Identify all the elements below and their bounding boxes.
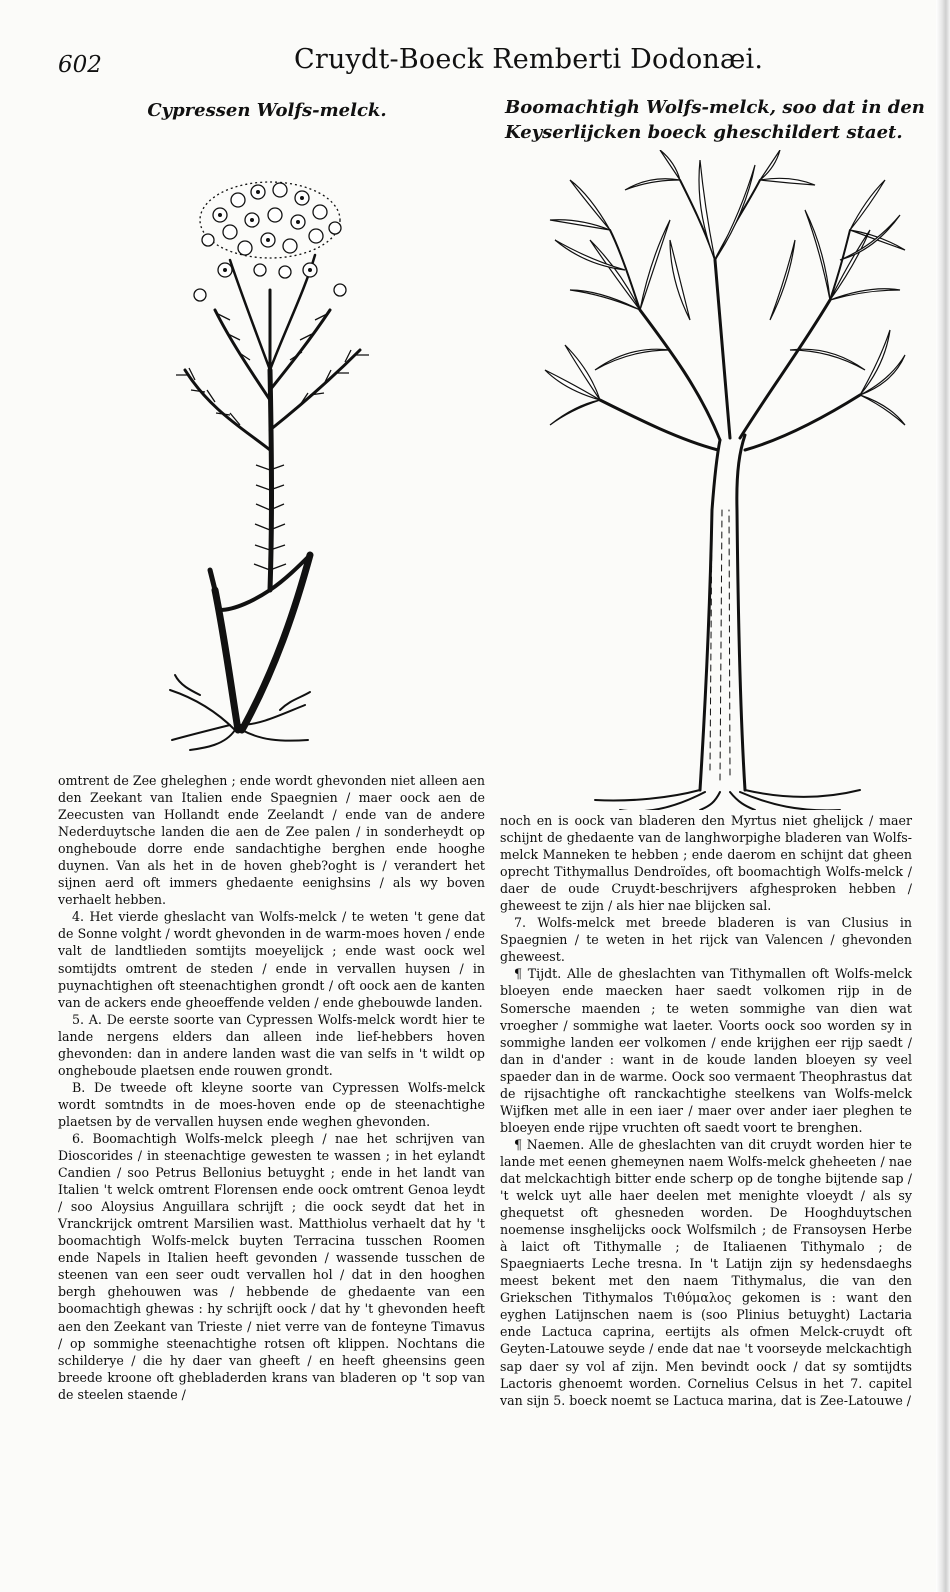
page-number: 602: [58, 52, 102, 78]
right-paragraph: noch en is oock van bladeren den Myrtus niet ghelijck / maer schijnt de ghedaente van de langhworpighe bladeren van Wolfs-melck Manneken te hebben ; ende daerom en schijnt dat gheen oprecht Tithymallus Dendroïdes, oft boomachtigh Wolfs-melck / daer de oude Cruydt-beschrijvers afghesproken hebben / gheweest te zijn / als hier nae blijcken sal.: [500, 813, 912, 914]
left-paragraph: B. De tweede oft kleyne soorte van Cypressen Wolfs-melck wordt somtndts in de moes-hoven ende op de steenachtighe plaetsen by de vervallen huysen ende weghen ghevonden.: [58, 1079, 485, 1129]
right-text-column: [500, 812, 912, 1409]
right-figure-caption: [505, 95, 925, 145]
tree-spurge-woodcut: [540, 150, 910, 810]
right-caption-line-2: Keyserlijcken boeck gheschildert staet.: [505, 122, 903, 143]
scan-page-edge: [936, 0, 950, 1592]
right-paragraph: ¶ Tijdt. Alle de gheslachten van Tithymallen oft Wolfs-melck bloeyen ende maecken haer saedt volkomen rijp in de Somersche maenden ; te weten sommighe van dien wat vroegher / sommighe wat laeter. Voorts oock soo worden sy in sommighe landen eer volkomen / ende krijghen eer rijp saedt / dan in d'ander : want in de koude landen bloeyen sy veel spaeder dan in de warme. Oock soo vermaent Theophrastus dat de rijsachtighe oft ranckachtighe steelkens van Wolfs-melck Wijfken met alle in een iaer / maer over ander iaer pleghen te bloeyen ende rijpe vruchten oft saedt voort te brenghen.: [500, 966, 912, 1135]
cypress-spurge-woodcut: [130, 170, 420, 760]
left-paragraph: 4. Het vierde gheslacht van Wolfs-melck / te weten 't gene dat de Sonne volght / wordt ghevonden in de warm-moes hoven / ende valt de landtlieden somtijts moeyelijck ; ende wast oock wel somtijdts omtrent de steden / ende in vervallen huysen / in puynachtighen oft steenachtighen grondt / oft oock aen de kanten van de ackers ende gheoeffende velden / ende ghebouwde landen.: [58, 909, 485, 1010]
left-figure-caption: Cypressen Wolfs-melck.: [147, 100, 387, 121]
right-caption-line-1: Boomachtigh Wolfs-melck, soo dat in den: [505, 97, 925, 118]
left-paragraph: 6. Boomachtigh Wolfs-melck pleegh / nae het schrijven van Dioscorides / in steenachtige gewesten te wassen ; in het eylandt Candien / soo Petrus Bellonius betuyght ; ende in het landt van Italien 't welck omtrent Florensen ende oock omtrent Genoa leydt / soo Aloysius Anguillara schrijft ; die oock seydt dat het in Vranckrijck omtrent Marsilien wast. Matthiolus verhaelt dat hy 't boomachtigh Wolfs-melck buyten Terracina tusschen Roomen ende Napels in Italien heeft gevonden / wassende tusschen de steenen van een seer oudt vervallen hol / dat in den hooghen bergh ghehouwen was / hebbende de ghedaente van een boomachtigh ghewas : hy schrijft oock / dat hy 't ghevonden heeft aen den Zeekant van Trieste / niet verre van de fonteyne Timavus / op sommighe steenachtighe rotsen oft klippen. Nochtans die schilderye / die hy daer van gheeft / en heeft gheensins geen breede kroone oft ghebladerden krans van bladeren op 't sop van de steelen staende /: [58, 1130, 485, 1402]
right-paragraph: 7. Wolfs-melck met breede bladeren is van Clusius in Spaegnien / te weten in het rijck van Valencen / ghevonden gheweest.: [500, 915, 912, 965]
left-paragraph: 5. A. De eerste soorte van Cypressen Wolfs-melck wordt hier te lande nergens elders dan alleen inde lief-hebbers hoven ghevonden: dan in andere landen wast die van selfs in 't wildt op ongheboude plaetsen ende rouwen grondt.: [58, 1011, 485, 1078]
left-paragraph: omtrent de Zee gheleghen ; ende wordt ghevonden niet alleen aen den Zeekant van Italien ende Spaegnien / maer oock aen de Zeecusten van Hollandt ende Zeelandt / ende van de andere Nederduytsche landen die aen de Zee palen / in sonderheydt op ongheboude dorre ende sandachtighe berghen ende hooghe duynen. Van als het in de hoven gheb?oght is / verandert het sijnen aerd oft immers ghedaente eenighsins / als wy boven verhaelt hebben.: [58, 773, 485, 908]
right-paragraph: ¶ Naemen. Alle de gheslachten van dit cruydt worden hier te lande met eenen ghemeynen naem Wolfs-melck gheheeten / nae dat melckachtigh bitter ende scherp op de tonghe bijtende sap / 't welck uyt alle haer deelen met menighte vloeydt / als sy ghequetst oft ghesneden worden. De Hooghduytschen noemense insghelijcks oock Wolfsmilch ; de Fransoysen Herbe à laict oft Tithymalle ; de Italiaenen Tithymalo ; de Spaegniaerts Leche tresna. In 't Latijn zijn sy hedensdaeghs meest bekent met den naem Tithymalus, die van den Griekschen Tithymalos Τιθύμαλος gekomen is : want den eyghen Latijnschen naem is (soo Plinius betuyght) Lactaria ende Lactuca caprina, eertijts als ofmen Melck-cruydt oft Geyten-Latouwe seyde / ende dat nae 't voorseyde melckachtigh sap daer sy vol af zijn. Men bevindt oock / dat sy somtijdts Lactoris ghenoemt worden. Cornelius Celsus in het 7. capitel van sijn 5. boeck noemt se Lactuca marina, dat is Zee-Latouwe /: [500, 1136, 912, 1408]
left-text-column: [58, 772, 485, 1403]
running-head: Cruydt-Boeck Remberti Dodonæi.: [294, 44, 764, 75]
